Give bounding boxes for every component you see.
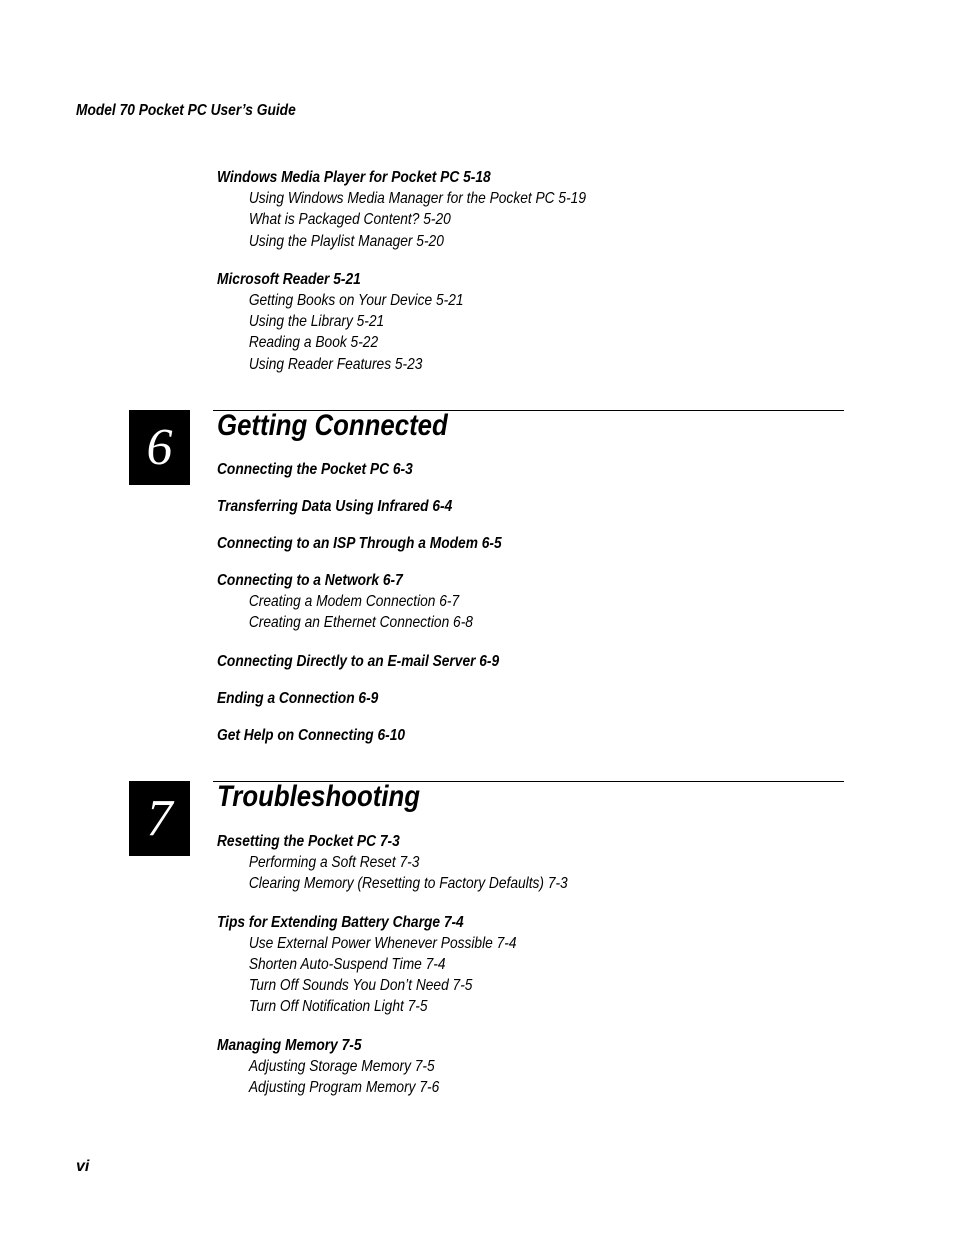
- toc-section: [217, 570, 548, 634]
- toc-section: [217, 496, 548, 517]
- toc-section-title[interactable]: Managing Memory 7-5: [217, 1036, 362, 1054]
- toc-subsection[interactable]: Reading a Book 5-22: [248, 334, 379, 352]
- toc-subsection[interactable]: Creating a Modem Connection 6-7: [248, 593, 460, 610]
- toc-section: [217, 912, 625, 1018]
- toc-subsection[interactable]: Adjusting Program Memory 7-6: [248, 1079, 440, 1097]
- toc-subsection[interactable]: Shorten Auto-Suspend Time 7-4: [248, 955, 446, 973]
- toc-subsection[interactable]: Getting Books on Your Device 5-21: [248, 291, 464, 309]
- chapter-title[interactable]: Troubleshooting: [217, 780, 421, 813]
- toc-subsection[interactable]: Creating an Ethernet Connection 6-8: [248, 614, 473, 632]
- toc-section-title[interactable]: Get Help on Connecting 6-10: [217, 726, 406, 744]
- chapter-number-box: 6: [129, 410, 190, 485]
- toc-chapter-7-sections: [217, 831, 625, 1115]
- toc-subsection[interactable]: Use External Power Whenever Possible 7-4: [248, 934, 517, 952]
- toc-subsection[interactable]: What is Packaged Content? 5-20: [248, 211, 451, 229]
- toc-section: [217, 1035, 625, 1099]
- toc-subsection[interactable]: Adjusting Storage Memory 7-5: [248, 1057, 435, 1075]
- toc-subsection[interactable]: Using Reader Features 5-23: [248, 355, 423, 373]
- toc-subsection[interactable]: Turn Off Notification Light 7-5: [248, 998, 428, 1016]
- toc-section-title[interactable]: Connecting Directly to an E-mail Server 6-9: [217, 652, 500, 670]
- toc-section-title[interactable]: Transferring Data Using Infrared 6-4: [217, 498, 453, 515]
- running-header: Model 70 Pocket PC User’s Guide: [76, 102, 296, 119]
- toc-section: [217, 269, 646, 375]
- toc-chapter-6-sections: [217, 459, 548, 762]
- toc-section-title[interactable]: Connecting the Pocket PC 6-3: [217, 461, 413, 478]
- toc-subsection[interactable]: Using Windows Media Manager for the Pocket PC 5-19: [248, 190, 586, 207]
- toc-section: [217, 831, 625, 895]
- toc-section-title[interactable]: Connecting to a Network 6-7: [217, 572, 403, 589]
- toc-section: [217, 533, 548, 554]
- toc-section-title[interactable]: Windows Media Player for Pocket PC 5-18: [217, 169, 491, 186]
- toc-section-title[interactable]: Microsoft Reader 5-21: [217, 270, 361, 288]
- toc-section-title[interactable]: Tips for Extending Battery Charge 7-4: [217, 913, 464, 931]
- toc-section: [217, 167, 646, 252]
- page-number: vi: [76, 1158, 90, 1175]
- toc-subsection[interactable]: Using the Playlist Manager 5-20: [248, 232, 444, 250]
- toc-subsection[interactable]: Clearing Memory (Resetting to Factory Defaults) 7-3: [248, 875, 568, 893]
- toc-section: [217, 725, 548, 746]
- toc-subsection[interactable]: Performing a Soft Reset 7-3: [248, 854, 420, 871]
- toc-continued-sections: [217, 167, 646, 392]
- toc-subsection[interactable]: Using the Library 5-21: [248, 313, 385, 331]
- chapter-title[interactable]: Getting Connected: [217, 409, 448, 442]
- chapter-number-box: 7: [129, 781, 190, 856]
- toc-section: [217, 459, 548, 480]
- toc-section: [217, 651, 548, 672]
- toc-section-title[interactable]: Connecting to an ISP Through a Modem 6-5: [217, 535, 502, 552]
- toc-section: [217, 688, 548, 709]
- toc-subsection[interactable]: Turn Off Sounds You Don’t Need 7-5: [248, 977, 473, 995]
- toc-section-title[interactable]: Resetting the Pocket PC 7-3: [217, 833, 400, 850]
- toc-section-title[interactable]: Ending a Connection 6-9: [217, 689, 379, 707]
